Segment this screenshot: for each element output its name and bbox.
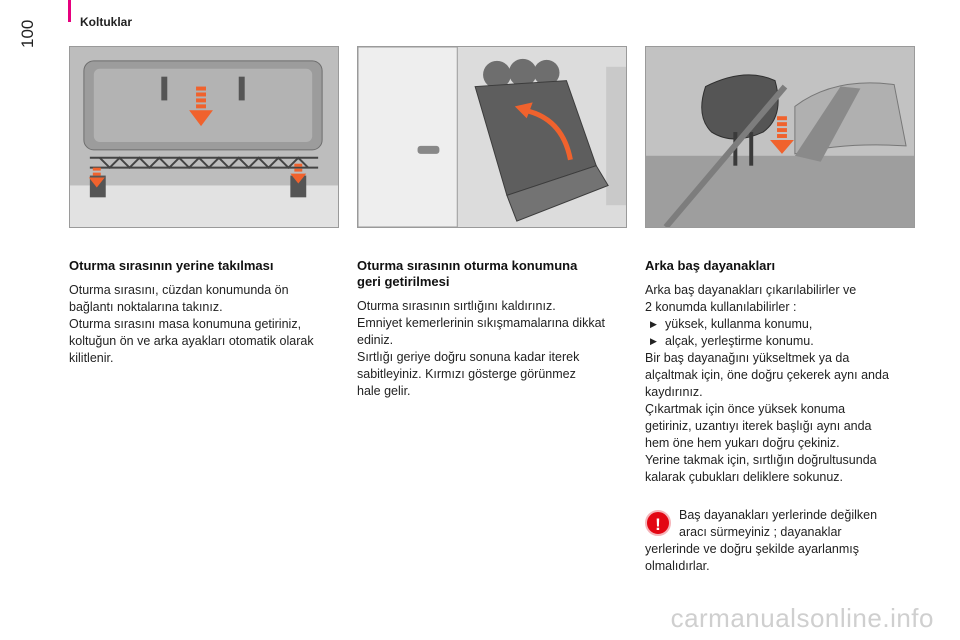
seating-position-section bbox=[357, 258, 629, 400]
text-line: yerlerinde ve doğru şekilde ayarlanmış bbox=[645, 542, 859, 556]
exclamation-warning-icon: ! bbox=[645, 510, 671, 536]
refit-body bbox=[69, 282, 341, 367]
warning-note bbox=[645, 507, 917, 575]
text-line: Yerine takmak için, sırtlığın doğrultusunda bbox=[645, 453, 877, 467]
rear-bench-seatback-raise-illustration-icon bbox=[357, 46, 627, 228]
text-line: Emniyet kemerlerinin sıkışmamalarına dikkat bbox=[357, 316, 605, 330]
text-line: sabitleyiniz. Kırmızı gösterge görünmez bbox=[357, 367, 576, 381]
title-line: geri getirilmesi bbox=[357, 274, 450, 289]
list-item-text: yüksek, kullanma konumu, bbox=[665, 317, 813, 331]
text-line: bağlantı noktalarına takınız. bbox=[69, 300, 223, 314]
seating-position-title bbox=[357, 258, 629, 290]
seating-position-body bbox=[357, 298, 629, 400]
text-line: Sırtlığı geriye doğru sonuna kadar iterek bbox=[357, 350, 580, 364]
refit-section bbox=[69, 258, 341, 367]
text-line: Bir baş dayanağını yükseltmek ya da bbox=[645, 351, 850, 365]
section-accent-bar bbox=[68, 0, 71, 22]
text-line: Oturma sırasının sırtlığını kaldırınız. bbox=[357, 299, 556, 313]
text-line: Baş dayanakları yerlerinde değilken bbox=[679, 508, 878, 522]
bullet-triangle-icon: ▶ bbox=[650, 336, 657, 346]
headrests-body bbox=[645, 350, 917, 486]
text-line: Çıkartmak için önce yüksek konuma bbox=[645, 402, 846, 416]
list-item bbox=[645, 316, 917, 333]
text-line: getiriniz, uzantıyı iterek başlığı aynı anda bbox=[645, 419, 872, 433]
headrests-section bbox=[645, 258, 917, 486]
text-line: hem öne hem yukarı doğru çekiniz. bbox=[645, 436, 840, 450]
text-line: kilitlenir. bbox=[69, 351, 114, 365]
list-item bbox=[645, 333, 917, 350]
title-line: Oturma sırasının oturma konumuna bbox=[357, 258, 578, 273]
text-line: koltuğun ön ve arka ayakları otomatik olarak bbox=[69, 334, 314, 348]
rear-bench-fixing-illustration-icon bbox=[69, 46, 339, 228]
rear-headrest-illustration-icon bbox=[645, 46, 915, 228]
text-line: kaydırınız. bbox=[645, 385, 703, 399]
text-line: kalarak çubukları deliklere sokunuz. bbox=[645, 470, 844, 484]
section-title: Koltuklar bbox=[80, 15, 133, 29]
text-line: alçaltmak için, öne doğru çekerek aynı anda bbox=[645, 368, 889, 382]
text-line: olmalıdırlar. bbox=[645, 559, 710, 573]
headrests-title: Arka baş dayanakları bbox=[645, 258, 776, 273]
text-line: Oturma sırasını, cüzdan konumunda ön bbox=[69, 283, 289, 297]
list-item-text: alçak, yerleştirme konumu. bbox=[665, 334, 814, 348]
text-line: ediniz. bbox=[357, 333, 394, 347]
bullet-triangle-icon: ▶ bbox=[650, 319, 657, 329]
text-line: Arka baş dayanakları çıkarılabilirler ve bbox=[645, 283, 857, 297]
headrests-intro bbox=[645, 282, 917, 316]
text-line: Oturma sırasını masa konumuna getiriniz, bbox=[69, 317, 302, 331]
watermark: carmanualsonline.info bbox=[670, 603, 934, 633]
text-line: 2 konumda kullanılabilirler : bbox=[645, 300, 797, 314]
page-number: 100 bbox=[18, 19, 37, 48]
headrest-positions-list bbox=[645, 316, 917, 350]
text-line: aracı sürmeyiniz ; dayanaklar bbox=[679, 525, 842, 539]
refit-title: Oturma sırasının yerine takılması bbox=[69, 258, 274, 273]
text-line: hale gelir. bbox=[357, 384, 411, 398]
